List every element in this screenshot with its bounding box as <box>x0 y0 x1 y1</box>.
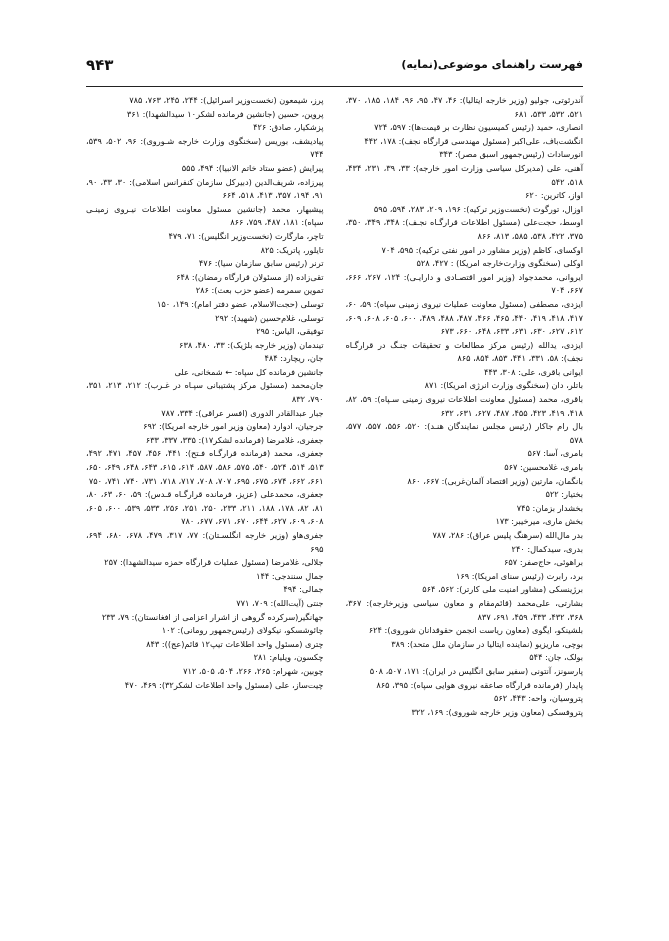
index-entry: چکسون، ویلیام: ۲۸۱ <box>253 652 324 663</box>
index-entry: بانگمان، مارتین (وزیر اقتصاد آلمان‌غربی): ۶۶۷، ۸۶۰ <box>407 475 583 486</box>
index-entry: چیت‌ساز، علی (مسئول واحد اطلاعات لشکر۳۲): ۴۶۹، ۴۷۰ <box>124 679 324 690</box>
index-entry: بشارتی، علی‌محمد (قائم‌مقام و معاون سیاسی وزیرخارجه): ۳۶۷، ۳۶۸، ۴۳۲، ۴۳۳، ۴۵۹، ۶۹۱، ۸۳۷ <box>345 597 583 622</box>
index-entry: جعفری، غلامرضا (فرمانده لشکر۱۷): ۳۳۵، ۳۳۷، ۶۳۳ <box>145 434 324 445</box>
index-entry: پیرایش (عضو ستاد خاتم الانبیا): ۴۹۴، ۵۵۵ <box>181 162 324 173</box>
index-entry: جلالی، غلامرضا (مسئول عملیات قرارگاه حمزه سیدالشهدا): ۲۵۷ <box>104 557 324 568</box>
index-entry: تایلور، پاتریک: ۸۲۵ <box>260 244 324 255</box>
index-entry: جان‌محمد (مسئول مرکز پشتیبانی سپـاه در غـرب): ۲۱۲، ۲۱۳، ۳۵۱، ۷۹۰، ۸۳۲ <box>86 380 324 405</box>
index-entry: بامری، غلامحسین: ۵۶۷ <box>504 462 583 473</box>
index-entry: پرز، شیمعون (نخست‌وزیر اسرائیل): ۲۴۴، ۲۴۵، ۷۶۳، ۷۸۵ <box>129 95 324 105</box>
index-entry: پزشکیار، صادق: ۴۲۶ <box>253 122 324 133</box>
index-entry: انگشت‌باف، علی‌اکبر (مسئول مهندسی قرارگاه نجف): ۱۷۸، ۴۴۲ <box>364 135 583 146</box>
index-entry: ایوانی باقری، علی: ۳۰۸، ۴۴۳ <box>483 366 583 377</box>
index-entry: تیندمان (وزیر خارجه بلژیک): ۳۳، ۴۸۰، ۶۳۸ <box>179 339 324 350</box>
index-entry: اوزال، تورگوت (نخست‌وزیر ترکیه): ۱۹۶، ۲۰۹، ۲۸۳، ۵۹۴، ۵۹۵ <box>373 203 583 214</box>
index-entry: جعفری، محمدعلی (عزیز، فرمانده قرارگـاه قـدس): ۵۹، ۶۰، ۶۳، ۸۰، ۸۱، ۸۲، ۱۷۸، ۱۸۸، ۲۱۱، ۲۳۳، ۲۵۰، ۲۵۱، ۲۵۶، ۵۳۳، ۵۳۹، ۶۰۰، ۶۰۵، ۶۰۸، ۶۰۹، ۶۲۷، ۶۴۴، ۶۷۰، ۶۷۱، ۶۷۷، ۷۸۰ <box>86 489 324 527</box>
index-entry: جعفری، محمد (فرمانده قرارگـاه فـتح): ۴۴۱، ۴۵۶، ۴۵۷، ۴۷۱، ۴۹۲، ۵۱۳، ۵۱۴، ۵۲۴، ۵۴۰، ۵۷۵، ۵۸۶، ۵۸۷، ۶۱۴، ۶۱۵، ۶۴۳، ۶۴۸، ۶۴۹، ۶۵۰، ۶۶۱، ۶۶۲، ۶۷۴، ۶۷۵، ۶۹۵، ۷۰۷، ۷۰۸، ۷۱۷، ۷۱۸، ۷۳۱، ۷۴۰، ۷۴۱، ۷۵۰ <box>86 448 324 486</box>
index-column-right <box>346 94 584 911</box>
index-entry: پیشبهار، محمد (جانشین مسئول معاونت اطلاعات نیـروی زمینـی سپاه): ۱۸۱، ۴۸۷، ۷۵۹، ۸۶۶ <box>86 203 324 228</box>
index-entry: باقری، محمد (مسئول معاونت اطلاعات نیروی زمینی سـپاه): ۵۹، ۸۲، ۴۱۸، ۴۱۹، ۴۲۳، ۴۵۵، ۴۸۷، ۶۲۷، ۶۳۱، ۶۳۲ <box>345 394 583 418</box>
index-entry: آندرئوتی، جولیو (وزیر خارجه ایتالیا): ۴۶، ۴۷، ۹۵، ۹۶، ۱۸۴، ۱۸۵، ۳۷۰، ۵۲۱، ۵۳۲، ۵۳۳، ۶۸۱ <box>345 95 584 119</box>
index-entry: پروین، حسین (جانشین فرمانده لشکر۱۰ سیدالشهدا): ۳۶۱ <box>126 108 324 119</box>
index-entry: پیادیشف، بوریس (سخنگوی وزارت خارجه شـوروی): ۹۶، ۵۰۲، ۵۳۹، ۷۴۴ <box>86 135 324 160</box>
index-entry: پارسونز، آنتونی (سفیر سابق انگلیس در ایران): ۱۷۱، ۵۰۷، ۵۰۸ <box>369 665 583 676</box>
running-header-title: فهرست راهنمای موضوعی(نمایه) <box>401 58 583 71</box>
index-entry: جمال سنندجی: ۱۴۴ <box>256 570 324 581</box>
index-entry: تموین سمرمه (عضو حزب بعث): ۲۸۶ <box>195 285 324 296</box>
index-entry: جنتی (آیت‌الله): ۷۰۹، ۷۷۱ <box>236 597 324 608</box>
index-entry: پیرزاده، شریف‌الدین (دبیرکل سازمان کنفرانس اسلامی): ۳۰، ۳۳، ۹۰، ۹۱، ۱۹۴، ۳۵۷، ۴۱۳، ۵۱۸، ۶۶۴ <box>86 176 324 201</box>
index-entry: چوبین، شهرام: ۲۶۵، ۲۶۶، ۵۰۴، ۵۰۵، ۷۱۲ <box>183 665 324 676</box>
index-entry: ایروانی، محمدجواد (وزیر امور اقتصـادی و دارایـی): ۱۲۴، ۲۶۷، ۶۶۶، ۶۶۷، ۷۰۴ <box>345 271 584 296</box>
index-entry: پتروفسکی (معاون وزیر خارجه شوروی): ۱۶۹، ۳۲۲ <box>411 706 583 717</box>
index-entry: تقی‌زاده (از مسئولان قرارگاه رمضان): ۶۴۸ <box>176 271 324 282</box>
index-entry: جان، ریچارد: ۴۸۴ <box>264 353 324 364</box>
index-entry: بخش ماری، میرخیبر: ۱۷۳ <box>495 516 583 527</box>
page-header <box>86 56 583 78</box>
index-entry: توسلی، غلام‌حسین (شهید): ۲۹۲ <box>215 312 324 323</box>
index-entry: جهانگیر(سرکرده گروهی از اشرار اعزامی از افغانستان): ۷۹، ۲۳۳ <box>101 611 324 622</box>
header-rule <box>86 86 583 87</box>
index-entry: چتری (مسئول واحد اطلاعات تیپ۱۲ قائم(عج)): ۸۴۳ <box>146 638 324 649</box>
index-entry: پایدار (فرمانده قرارگاه صاعقه نیروی هوایی سپاه): ۳۹۵، ۸۶۵ <box>376 679 583 690</box>
index-entry: آهنی، علی (مدیرکل سیاسی وزارت امور خارجه): ۳۳، ۳۹، ۲۳۱، ۴۳۴، ۵۱۸، ۵۴۲ <box>345 162 584 187</box>
index-entry: اوکلی (سخنگوی وزارت‌خارجه امریکا) : ۴۲۷، ۵۲۸ <box>416 258 583 269</box>
index-entry: ترنر (رئیس سابق سازمان سیا): ۴۷۶ <box>198 258 324 269</box>
index-entry: چائوشسکو، نیکولای (رئیس‌جمهور رومانی): ۱۰۲ <box>161 625 324 636</box>
index-entry: برژینسکی (مشاور امنیت ملی کارتر): ۵۶۲، ۵۶۴ <box>422 584 583 595</box>
index-column-left <box>86 94 324 911</box>
index-entry: بلشینکو، ایگوی (معاون ریاست انجمن حقوقدانان شوروی): ۶۲۴ <box>368 625 583 636</box>
index-entry: جرجیان، ادوارد (معاون وزیر امور خارجه امریکا): ۶۹۲ <box>143 421 324 432</box>
index-entry: جبار عبدالقادر الدوری (افسر عراقی): ۳۳۴، ۷۸۷ <box>161 407 324 418</box>
index-entry: بدری، سیدکمال: ۲۴۰ <box>511 543 583 554</box>
index-entry: ایزدی، یدالله (رئیس مرکز مطالعات و تحقیقات جنـگ در قرارگـاه نجف): ۵۸، ۳۳۱، ۴۴۱، ۸۵۳، ۸۵۴، ۸۶۵ <box>345 339 583 364</box>
index-entry: بخشدار بزمان: ۷۴۵ <box>516 502 583 513</box>
index-entry: انورسادات (رئیس‌جمهور اسبق مصر): ۳۴۳ <box>439 149 583 160</box>
index-entry: جفری‌هاو (وزیر خارجه انگلسـتان): ۷۷، ۳۱۷، ۴۷۹، ۶۷۸، ۶۸۰، ۶۹۴، ۶۹۵ <box>86 530 324 554</box>
index-entry: اواز، کاترین: ۶۲۰ <box>525 190 583 201</box>
index-entry: پتروسیان، واحه: ۴۴۳، ۵۶۲ <box>493 693 583 704</box>
index-entry: بولک، جان: ۵۴۴ <box>529 652 583 663</box>
index-entry: توفیقی، الیاس: ۲۹۵ <box>256 326 324 337</box>
index-entry: اوکسای، کاظم (وزیر مشاور در امور نفتی ترکیه): ۵۹۵، ۷۰۴ <box>381 244 583 255</box>
index-entry: اوسط، حجت‌علی (مسئول اطلاعات قرارگـاه نجـف): ۳۴۸، ۳۴۹، ۳۵۰، ۳۷۵، ۴۲۲، ۵۳۸، ۵۸۵، ۸۱۳، ۸۶۶ <box>345 217 583 241</box>
index-entry: براهوئی، حاج‌صفر: ۶۵۷ <box>504 557 583 568</box>
index-entry: جمالی: ۴۹۴ <box>283 584 324 595</box>
index-entry: تاچر، مارگارت (نخست‌وزیر انگلیس): ۷۱، ۴۷۹ <box>168 230 324 241</box>
index-entry: بال رام جاکار (رئیس مجلس نمایندگان هنـد): ۵۲۰، ۵۵۶، ۵۵۷، ۵۷۷، ۵۷۸ <box>345 421 584 445</box>
index-entry: باتلر، دان (سخنگوی وزارت انرژی امریکا): ۸۷۱ <box>424 380 583 391</box>
page-number: ۹۴۳ <box>86 56 114 74</box>
index-entry: انصاری، حمید (رئیس کمیسیون نظارت بر قیمت‌ها): ۵۹۷، ۷۲۴ <box>374 122 583 133</box>
index-entry: بوچی، ماریزیو (نماینده ایتالیا در سازمان ملل متحد): ۳۸۹ <box>391 638 583 649</box>
index-entry: برد، رابرت (رئیس سنای امریکا): ۱۶۹ <box>455 570 583 581</box>
index-columns <box>86 94 583 911</box>
index-entry: بامری، آسا: ۵۶۷ <box>527 448 583 459</box>
index-entry: ایزدی، مصطفی (مسئول معاونت عملیات نیروی زمینی سپاه): ۵۹، ۶۰، ۴۱۷، ۴۱۸، ۴۱۹، ۴۴۰، ۴۶۵، ۴۶۶، ۴۸۷، ۴۸۸، ۴۸۹، ۶۰۰، ۶۰۵، ۶۰۸، ۶۰۹، ۶۱۲، ۶۲۷، ۶۳۰، ۶۳۱، ۶۳۳، ۶۴۸، ۶۶۰، ۶۷۳ <box>345 298 583 337</box>
index-entry: بدر مال‌الله (سرهنگ پلیس عراق): ۲۸۶، ۷۸۷ <box>432 530 583 540</box>
index-entry: بختیار: ۵۲۲ <box>545 489 583 500</box>
index-entry: جانشین فرمانده کل سپاه: ← شمخانی، علی <box>174 366 324 377</box>
index-entry: توسلی (حجت‌الاسلام، عضو دفتر امام): ۱۴۹، ۱۵۰ <box>157 298 324 309</box>
